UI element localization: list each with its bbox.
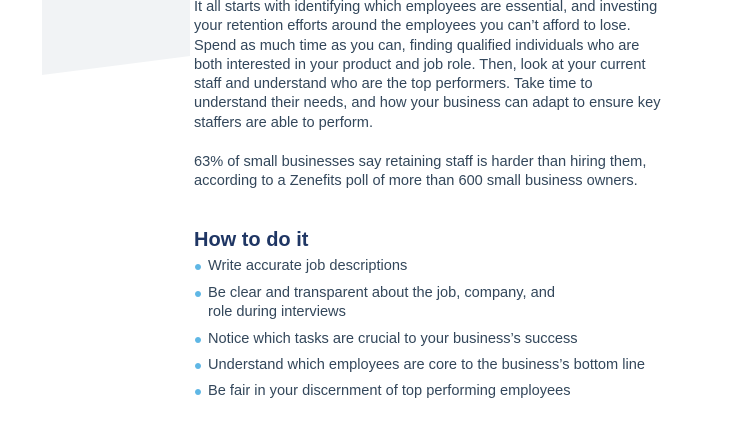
section-heading: How to do it (194, 229, 309, 251)
bullet-dot-icon (195, 389, 201, 395)
list-item: Be clear and transparent about the job, company, and role during interviews (194, 284, 574, 322)
list-item: Write accurate job descriptions (194, 257, 664, 276)
background-shape (0, 0, 220, 80)
bullet-dot-icon (195, 291, 201, 297)
bullet-dot-icon (195, 363, 201, 369)
list-item: Notice which tasks are crucial to your business’s success (194, 330, 664, 349)
list-item: Understand which employees are core to the business’s bottom line (194, 356, 664, 375)
list-item: Be fair in your discernment of top performing employees (194, 382, 664, 401)
statistic-paragraph: 63% of small businesses say retaining staff is harder than hiring them, according to a Zenefits poll of more than 600 small business owners. (194, 154, 647, 190)
bullet-dot-icon (195, 264, 201, 270)
intro-paragraph: It all starts with identifying which employees are essential, and investing your retention efforts around the employees you can’t afford to lose. Spend as much time as you can, finding qualified individuals who are both interested in your product and job role. Then, look at your current staff and understand who are the top performers. Take time to understand their needs, and how your business can adapt to ensure key staffers are able to perform. (194, 0, 661, 131)
bullet-dot-icon (195, 337, 201, 343)
